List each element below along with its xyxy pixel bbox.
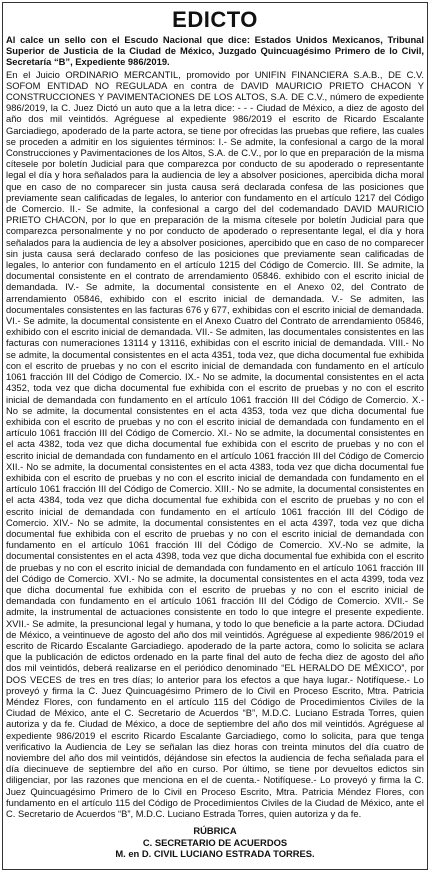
signature-block	[6, 825, 424, 859]
signatory-name: M. en D. CIVIL LUCIANO ESTRADA TORRES.	[115, 848, 315, 860]
court-seal-header: Al calce un sello con el Escudo Nacional que dice: Estados Unidos Mexicanos, Tribunal Superior de Justicia de la Ciudad de México, Juzgado Quincuagésimo Primero de lo Civil, Secretaría “B”, Expediente 986/2019.	[6, 34, 424, 68]
edict-body-text: En el Juicio ORDINARIO MERCANTIL, promovido por UNIFIN FINANCIERA S.A.B., DE C.V. SOFOM ENTIDAD NO REGULADA en contra de DAVID MAURICIO PRIETO CHACON Y CONSTRUCCIONES Y PAVIMENTACIONES DE LOS ALTOS, S.A. DE C.V., número de expediente 986/2019, la C. Juez Dictó un auto que a la letra dice: - - - Ciudad de México, a diez de agosto del año dos mil veintidós. Agréguese al expediente 986/2019 el escrito de Ricardo Escalante Garciadiego, apoderado de la parte actora, se tiene por ofrecidas las pruebas que refiere, las cuales se proceden a admitir en los siguientes términos: I.- Se admite, la confesional a cargo de la moral Construcciones y Pavimentaciones de los Altos, S.A. de C.V., por lo que en preparación de la misma cítesele por boletín Judicial para que comparezca por conducto de su apoderado o representante legal el día y hora señalados para la audiencia de ley a absolver posiciones, apercibida dicha moral que en caso de no comparecer sin justa causa será declarada confesa de las posiciones que previamente sean calificadas de legales, lo anterior con fundamento en el artículo 1217 del Código de Comercio. II.- Se admite, la confesional a cargo del del codemandado DAVID MAURICIO PRIETO CHACON, por lo que en preparación de la misma cítesele por boletín Judicial para que comparezca personalmente y no por conducto de apoderado o representante legal, el día y hora señalados para la audiencia de ley a absolver posiciones, apercibido que en caso de no comparecer sin justa causa será declarado confeso de las posiciones que previamente sean calificadas de legales, lo anterior con fundamento en el artículo 1215 del Código de Comercio. III. Se admite, la documental consistente en el contrato de arrendamiento 05846. exhibido con el escrito inicial de demandada. IV.- Se admite, la documental consistente en el Anexo 02, del Contrato de arrendamiento 05846, exhibido con el escrito inicial de demandada. V.- Se admiten, las documentales consistentes en las facturas 676 y 677, exhibidas con el escrito inicial de demandada. VI.- Se admite, la documental consistente en el Anexo Cuatro del Contrato de arrendamiento 05846, exhibido con el escrito inicial de demandada. VII.- Se admiten, las documentales consistentes en las facturas con numeraciones 13114 y 13116, exhibidas con el escrito inicial de demandada. VIII.- No se admite, la documental consistentes en el acta 4351, toda vez, que dicha documental fue exhibida con el escrito de pruebas y no con el escrito inicial de demandada con fundamento en el artículo 1061 fracción III del Código de Comercio. IX.- No se admite, la documental consistentes en el acta 4352, toda vez que dicha documental fue exhibida con el escrito de pruebas y no con el escrito inicial de demandada con fundamento en el artículo 1061 fracción III del Código de Comercio. X.- No se admite, la documental consistentes en el acta 4353, toda vez que dicha documental fue exhibida con el escrito de pruebas y no con el escrito inicial de demandada con fundamento en el artículo 1061 fracción III del Código de Comercio. XI.- No se admite, la documental consistentes en el acta 4382, toda vez que dicha documental fue exhibida con el escrito de pruebas y no con el escrito inicial de demandada con fundamento en el artículo 1061 fracción III del Código de Comercio XII.- No se admite, la documental consistentes en el acta 4383, toda vez que dicha documental fue exhibida con el escrito de pruebas y no con el escrito inicial de demandada con fundamento en el artículo 1061 fracción III del Código de Comercio. XIII.- No se admite, la documental consistentes en el acta 4384, toda vez que dicha documental fue exhibida con el escrito de pruebas y no con el escrito inicial de demandada con fundamento en el artículo 1061 fracción III del Código de Comercio. XIV.- No se admite, la documental consistentes en el acta 4397, toda vez que dicha documental fue exhibida con el escrito de pruebas y no con el escrito inicial de demandada con fundamento en el artículo 1061 fracción III del Código de Comercio. XV.-No se admite, la documental consistentes en el acta 4398, toda vez que dicha documental fue exhibida con el escrito de pruebas y no con el escrito inicial de demandada con fundamento en el artículo 1061 fracción III del Código de Comercio. XVI.- No se admite, la documental consistentes en el acta 4399, toda vez que dicha documental fue exhibida con el escrito de pruebas y no con el escrito inicial de demandada con fundamento en el artículo 1061 fracción III del Código de Comercio. XVII.- Se admite, la instrumental de actuaciones consistente en todo lo que integre el presente expediente. XVII.- Se admite, la presuncional legal y humana, y todo lo que beneficie a la parte actora. DCiudad de México, a veintinueve de agosto del año dos mil veintidós. Agréguese al expediente 986/2019 el escrito de Ricardo Escalante Garciadiego. apoderado de la parte actora, como lo solicita se aclara que la publicación de edictos ordenado en la parte final del auto de fecha diez de agosto del año dos mil veintidós, deberá realizarse en el periódico denominado “EL HERALDO DE MÉXICO”, por DOS VECES de tres en tres días; lo anterior para los efectos a que haya lugar.- Notifíquese.- Lo proveyó y firma la C. Juez Quincuagésimo Primero de lo Civil en Proceso Escrito, Mtra. Patricia Méndez Flores, con fundamento en el artículo 115 del Código de Procedimientos Civiles de la Ciudad de México, ante el C. Secretario de Acuerdos “B”, M.D.C. Luciano Estrada Torres, quien autoriza y da fe. Ciudad de México, a doce de septiembre del año dos mil veintidós. Agréguese al expediente 986/2019 el escrito Ricardo Escalante Garciadiego, como lo solicita, para que tenga verificativo la Audiencia de Ley se señalan las diez horas con treinta minutos del día cuatro de noviembre del año dos mil veintidós, déjándose sin efectos la audiencia de fecha señalada para el día diecinueve de septiembre del año en curso. Por último, se tiene por devueltos edictos sin diligenciar, por las razones que menciona en el de cuenta.- Notifíquese.- Lo proveyó y firma la C. Juez Quincuagésimo Primero de lo Civil en Proceso Escrito, Mtra. Patricia Méndez Flores, con fundamento en el artículo 115 del Código de Procedimientos Civiles de la Ciudad de México, ante el C. Secretario de Acuerdos “B”, M.D.C. Luciano Estrada Torres, quien autoriza y da fe.	[6, 68, 424, 820]
rubrica-label: RÚBRICA	[193, 825, 237, 837]
document-title: EDICTO	[172, 7, 258, 32]
signatory-role: C. SECRETARIO DE ACUERDOS	[142, 836, 288, 848]
